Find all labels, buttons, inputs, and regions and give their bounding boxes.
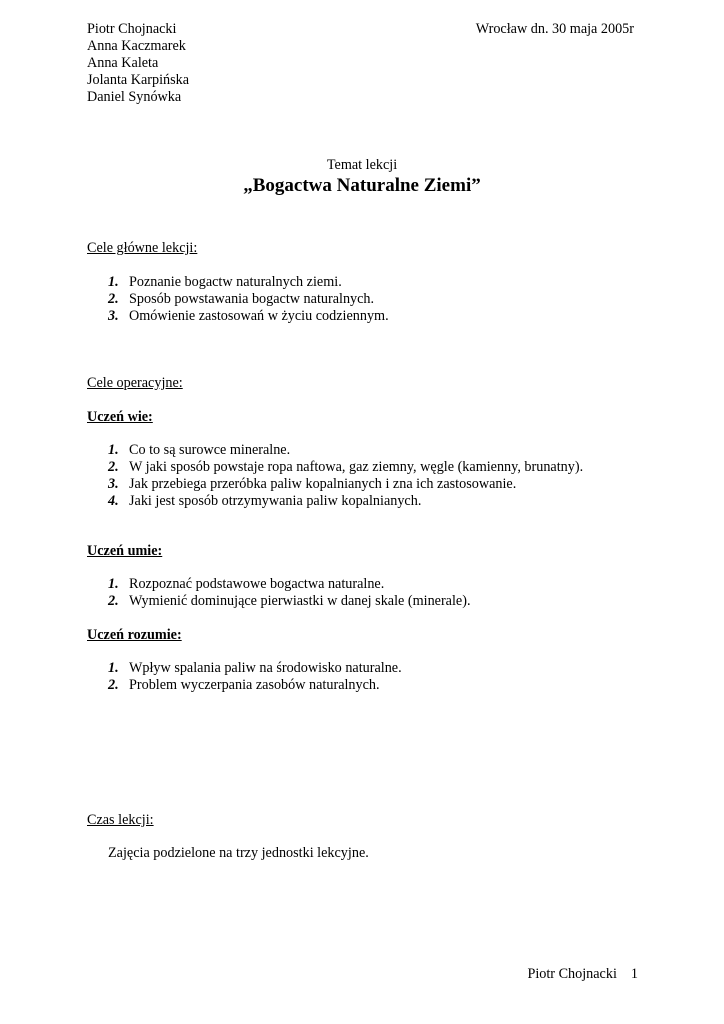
list-item	[87, 308, 389, 325]
author-name: Piotr Chojnacki	[87, 21, 177, 37]
page-footer	[527, 966, 638, 983]
topic-label: Temat lekcji	[326, 157, 398, 173]
list-item-text: Sposób powstawania bogactw naturalnych.	[129, 291, 375, 307]
list-item	[87, 576, 471, 593]
list-item	[87, 459, 583, 476]
list-item-number: 4.	[108, 493, 119, 509]
understands-heading: Uczeń rozumie:	[87, 627, 182, 643]
list-item-text: Jak przebiega przeróbka paliw kopalnianych i zna ich zastosowanie.	[129, 476, 517, 492]
list-item-text: Poznanie bogactw naturalnych ziemi.	[129, 274, 342, 290]
main-goals-heading: Cele główne lekcji:	[87, 240, 198, 256]
list-item	[87, 660, 402, 677]
list-item	[87, 493, 583, 510]
list-item	[87, 274, 389, 291]
document-date: Wrocław dn. 30 maja 2005r	[475, 21, 634, 37]
list-item-number: 1.	[108, 576, 119, 592]
list-item-number: 3.	[108, 476, 119, 492]
operational-goals-heading: Cele operacyjne:	[87, 375, 183, 391]
list-item-text: Wpływ spalania paliw na środowisko naturalne.	[129, 660, 402, 676]
lesson-time-text: Zajęcia podzielone na trzy jednostki lekcyjne.	[108, 845, 369, 861]
list-item-number: 1.	[108, 442, 119, 458]
list-item	[87, 677, 402, 694]
author-list	[87, 21, 189, 106]
list-item-text: W jaki sposób powstaje ropa naftowa, gaz ziemny, węgle (kamienny, brunatny).	[129, 459, 584, 475]
list-item-text: Wymienić dominujące pierwiastki w danej skale (minerale).	[129, 593, 471, 609]
list-item-text: Co to są surowce mineralne.	[129, 442, 291, 458]
main-goals-list	[87, 274, 389, 325]
knows-list	[87, 442, 583, 510]
list-item-number: 2.	[108, 677, 119, 693]
can-list	[87, 576, 471, 610]
list-item-number: 2.	[108, 459, 119, 475]
list-item	[87, 291, 389, 308]
author-name: Anna Kaczmarek	[87, 38, 186, 54]
list-item-number: 1.	[108, 274, 119, 290]
list-item	[87, 476, 583, 493]
list-item-number: 1.	[108, 660, 119, 676]
list-item-number: 2.	[108, 291, 119, 307]
understands-list	[87, 660, 402, 694]
list-item	[87, 442, 583, 459]
author-name: Anna Kaleta	[87, 55, 159, 71]
author-name: Daniel Synówka	[87, 89, 182, 105]
list-item-number: 2.	[108, 593, 119, 609]
list-item-text: Jaki jest sposób otrzymywania paliw kopalnianych.	[129, 493, 422, 509]
knows-heading: Uczeń wie:	[87, 409, 153, 425]
list-item-text: Problem wyczerpania zasobów naturalnych.	[129, 677, 380, 693]
lesson-time-heading: Czas lekcji:	[87, 812, 154, 828]
author-name: Jolanta Karpińska	[87, 72, 190, 88]
list-item	[87, 593, 471, 610]
list-item-text: Omówienie zastosowań w życiu codziennym.	[129, 308, 389, 324]
list-item-text: Rozpoznać podstawowe bogactwa naturalne.	[129, 576, 385, 592]
list-item-number: 3.	[108, 308, 119, 324]
footer-author: Piotr Chojnacki	[527, 966, 617, 982]
document-title: „Bogactwa Naturalne Ziemi”	[243, 175, 481, 196]
can-heading: Uczeń umie:	[87, 543, 163, 559]
page-number: 1	[630, 966, 638, 982]
